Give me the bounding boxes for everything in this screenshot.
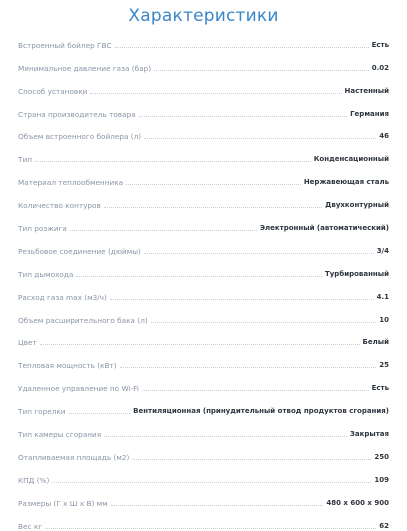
spec-row [18,416,389,439]
spec-row [18,508,389,531]
dotted-leader [115,46,369,48]
spec-value: Есть [371,40,389,49]
spec-label: Размеры (Г х Ш х В) мм [18,498,108,508]
spec-list [18,27,389,531]
dotted-leader [144,252,374,254]
spec-row [18,187,389,210]
spec-label: Тип розжига [18,224,67,234]
spec-label: Удаленное управление по Wi-Fi [18,384,139,394]
spec-label: Расход газа max (м3/ч) [18,292,107,302]
spec-label: Отапливаемая площадь (м2) [18,452,130,462]
dotted-leader [70,229,257,231]
spec-row [18,233,389,256]
spec-row [18,462,389,485]
spec-value: Электронный (автоматический) [259,224,389,233]
spec-row [18,485,389,508]
spec-value: 250 [374,452,389,461]
spec-row [18,256,389,279]
spec-value: 4.1 [376,292,389,301]
spec-label: Тип горелки [18,407,66,417]
spec-value: Нержавеющая сталь [303,178,389,187]
dotted-leader [132,458,371,460]
dotted-leader [144,137,376,139]
spec-row [18,279,389,302]
dotted-leader [90,92,341,94]
dotted-leader [154,69,369,71]
spec-value: 10 [379,315,389,324]
spec-value: 3/4 [376,246,389,255]
dotted-leader [142,389,369,391]
spec-label: Количество контуров [18,201,101,211]
spec-value: Вентиляционная (принудительный отвод продуктов сгорания) [133,407,389,416]
spec-value: Турбированный [324,269,389,278]
page-title: Характеристики [128,6,279,26]
spec-label: Тип камеры сгорания [18,430,102,440]
spec-value: 62 [379,521,389,530]
spec-label: Материал теплообменника [18,178,124,188]
spec-label: Цвет [18,338,37,348]
dotted-leader [35,160,311,162]
spec-value: Настенный [344,86,389,95]
spec-value: 46 [379,132,389,141]
spec-row [18,119,389,142]
spec-label: Резьбовое соединение (дюймы) [18,246,141,256]
spec-value: Германия [350,109,389,118]
spec-row [18,27,389,50]
dotted-leader [126,183,301,185]
spec-label: Вес кг [18,521,43,531]
spec-label: Объем встроенного бойлера (л) [18,132,142,142]
spec-row [18,302,389,325]
spec-label: Страна производитель товара [18,109,136,119]
spec-value: 25 [379,361,389,370]
spec-row [18,347,389,370]
dotted-leader [104,435,347,437]
dotted-leader [45,527,376,529]
spec-value: Конденсационный [313,155,389,164]
dotted-leader [40,343,360,345]
dotted-leader [120,366,377,368]
spec-label: Объем расширительного бака (л) [18,315,148,325]
dotted-leader [76,275,322,277]
dotted-leader [52,481,371,483]
spec-row [18,164,389,187]
dotted-leader [110,298,374,300]
spec-value: Закрытая [349,430,389,439]
spec-row [18,96,389,119]
spec-label: Способ установки [18,86,88,96]
spec-row [18,141,389,164]
spec-label: Тип дымохода [18,269,74,279]
dotted-leader [111,504,324,506]
spec-value: Белый [362,338,389,347]
spec-value: 0.02 [371,63,389,72]
spec-row [18,325,389,348]
spec-row [18,370,389,393]
spec-label: Минимальное давление газа (бар) [18,63,152,73]
spec-label: Тип [18,155,32,165]
spec-row [18,50,389,73]
spec-row [18,73,389,96]
spec-label: КПД (%) [18,475,50,485]
dotted-leader [139,115,347,117]
spec-row [18,439,389,462]
spec-row [18,210,389,233]
dotted-leader [151,321,377,323]
spec-label: Встроенный бойлер ГВС [18,40,112,50]
spec-value: Есть [371,384,389,393]
dotted-leader [69,412,131,414]
spec-row [18,393,389,416]
spec-value: Двухконтурный [325,201,389,210]
spec-value: 109 [374,475,389,484]
spec-value: 480 х 600 х 900 [326,498,389,507]
spec-label: Тепловая мощность (кВт) [18,361,117,371]
dotted-leader [104,206,322,208]
